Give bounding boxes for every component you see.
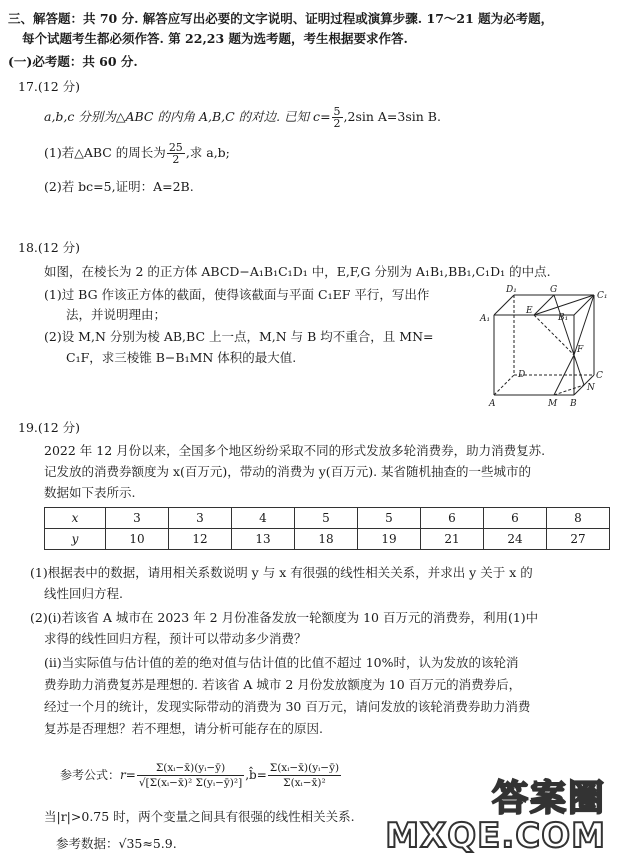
watermark-url: MXQE.COM bbox=[385, 816, 606, 856]
q19-heading: 19.(12 分) bbox=[18, 420, 81, 435]
q19-part2ii-line3: 经过一个月的统计，发现实际带动的消费为 30 百万元，请问发放的该轮消费券助力消费 bbox=[44, 699, 531, 714]
table-cell: 21 bbox=[421, 529, 484, 550]
table-row-y bbox=[45, 529, 610, 550]
table-cell: 3 bbox=[169, 508, 232, 529]
q19-part2ii-line2: 费券助力消费复苏是理想的. 若该省 A 城市 2 月份发放额度为 10 百万元的消费券后， bbox=[44, 677, 522, 692]
q19-part2i-line1: (2)(i)若该省 A 城市在 2023 年 2 月份准备发放一轮额度为 10 百万元的消费券，利用(1)中 bbox=[30, 610, 539, 625]
q19-condition: 当|r|>0.75 时，两个变量之间具有很强的线性相关关系. bbox=[44, 809, 355, 824]
table-row-x bbox=[45, 508, 610, 529]
q18-part1-line2: 法，并说明理由； bbox=[66, 307, 167, 322]
label-C1: C₁ bbox=[597, 291, 608, 301]
table-cell: 6 bbox=[421, 508, 484, 529]
q18-stem: 如图，在棱长为 2 的正方体 ABCD−A₁B₁C₁D₁ 中，E,F,G 分别为 A₁B₁,BB₁,C₁D₁ 的中点. bbox=[44, 264, 551, 279]
q19-sentence-2: 记发放的消费券额度为 x(百万元)，带动的消费为 y(百万元). 某省随机抽查的一些城市的 bbox=[44, 464, 532, 479]
q19-part2ii-line4: 复苏是否理想？若不理想，请分析可能存在的原因. bbox=[44, 721, 323, 736]
q17-stem: a,b,c 分别为△ABC 的内角 A,B,C 的对边. 已知 c= $\frac{5}{2}$ ,2sin A=3sin B. bbox=[44, 105, 441, 130]
table-cell: 4 bbox=[232, 508, 295, 529]
label-D1: D₁ bbox=[506, 285, 517, 295]
watermark-text: 答案圈 bbox=[491, 778, 606, 819]
section-title: 三、解答题：共 70 分. 解答应写出必要的文字说明、证明过程或演算步骤. 17～21 题为必考题， bbox=[8, 11, 554, 26]
label-B1: B₁ bbox=[558, 313, 569, 323]
table-cell: x bbox=[45, 508, 106, 529]
label-A: A bbox=[489, 399, 496, 408]
label-G: G bbox=[550, 285, 558, 295]
q18-heading: 18.(12 分) bbox=[18, 240, 81, 255]
table-cell: 24 bbox=[484, 529, 547, 550]
q19-sentence-3: 数据如下表所示. bbox=[44, 485, 136, 500]
label-M: M bbox=[548, 399, 558, 408]
q19-part2ii-line1: (ii)当实际值与估计值的差的绝对值与估计值的比值不超过 10%时，认为发放的该轮消 bbox=[44, 655, 519, 670]
reference-formula: 参考公式：r= $\frac{\text{Σ(xᵢ−x̄)(yᵢ−ȳ)}}{\text{√[Σ(xᵢ−x̄)² Σ(yᵢ−ȳ)²]}}$ ,b̂= $\frac{\text{Σ(xᵢ−x̄)(yᵢ−ȳ)}}{\text{Σ(xᵢ−x̄)²}}$ bbox=[60, 762, 340, 789]
section-subtitle: (一)必考题：共 60 分. bbox=[8, 54, 138, 69]
table-cell: 6 bbox=[484, 508, 547, 529]
table-cell: 18 bbox=[295, 529, 358, 550]
cube-figure bbox=[478, 284, 618, 408]
q19-part2i-line2: 求得的线性回归方程，预计可以带动多少消费？ bbox=[44, 631, 307, 646]
label-E: E bbox=[526, 306, 533, 316]
table-cell: y bbox=[45, 529, 106, 550]
q19-sentence-1: 2022 年 12 月份以来，全国多个地区纷纷采取不同的形式发放多轮消费券，助力消费复苏. bbox=[44, 443, 546, 458]
label-F: F bbox=[577, 345, 584, 355]
q18-part2-line1: (2)设 M,N 分别为棱 AB,BC 上一点，M,N 与 B 均不重合，且 MN= bbox=[44, 329, 434, 344]
data-table bbox=[44, 507, 610, 550]
table-cell: 27 bbox=[547, 529, 610, 550]
table-cell: 19 bbox=[358, 529, 421, 550]
table-cell: 3 bbox=[106, 508, 169, 529]
label-N: N bbox=[587, 383, 595, 393]
section-title-cont: 每个试题考生都必须作答. 第 22,23 题为选考题，考生根据要求作答. bbox=[22, 31, 408, 46]
q18-part2-line2: C₁F，求三棱锥 B−B₁MN 体积的最大值. bbox=[66, 350, 297, 365]
q17-part1: (1)若△ABC 的周长为 $\frac{25}{2}$ ,求 a,b; bbox=[44, 141, 230, 166]
table-cell: 8 bbox=[547, 508, 610, 529]
q17-heading: 17.(12 分) bbox=[18, 79, 81, 94]
q17-part2: (2)若 bc=5,证明：A=2B. bbox=[44, 179, 194, 194]
table-cell: 12 bbox=[169, 529, 232, 550]
label-D: D bbox=[518, 370, 526, 380]
watermark-logo bbox=[385, 770, 610, 862]
label-B: B bbox=[570, 399, 577, 408]
table-cell: 13 bbox=[232, 529, 295, 550]
table-cell: 5 bbox=[295, 508, 358, 529]
label-A1: A₁ bbox=[480, 314, 491, 324]
q18-part1-line1: (1)过 BG 作该正方体的截面，使得该截面与平面 C₁EF 平行，写出作 bbox=[44, 287, 430, 302]
table-cell: 10 bbox=[106, 529, 169, 550]
q19-part1-line1: (1)根据表中的数据，请用相关系数说明 y 与 x 有很强的线性相关关系，并求出 y 关于 x 的 bbox=[30, 565, 533, 580]
q19-part1-line2: 线性回归方程. bbox=[44, 586, 123, 601]
q19-reference-data: 参考数据：√35≈5.9. bbox=[56, 836, 177, 851]
label-C: C bbox=[596, 371, 603, 381]
table-cell: 5 bbox=[358, 508, 421, 529]
